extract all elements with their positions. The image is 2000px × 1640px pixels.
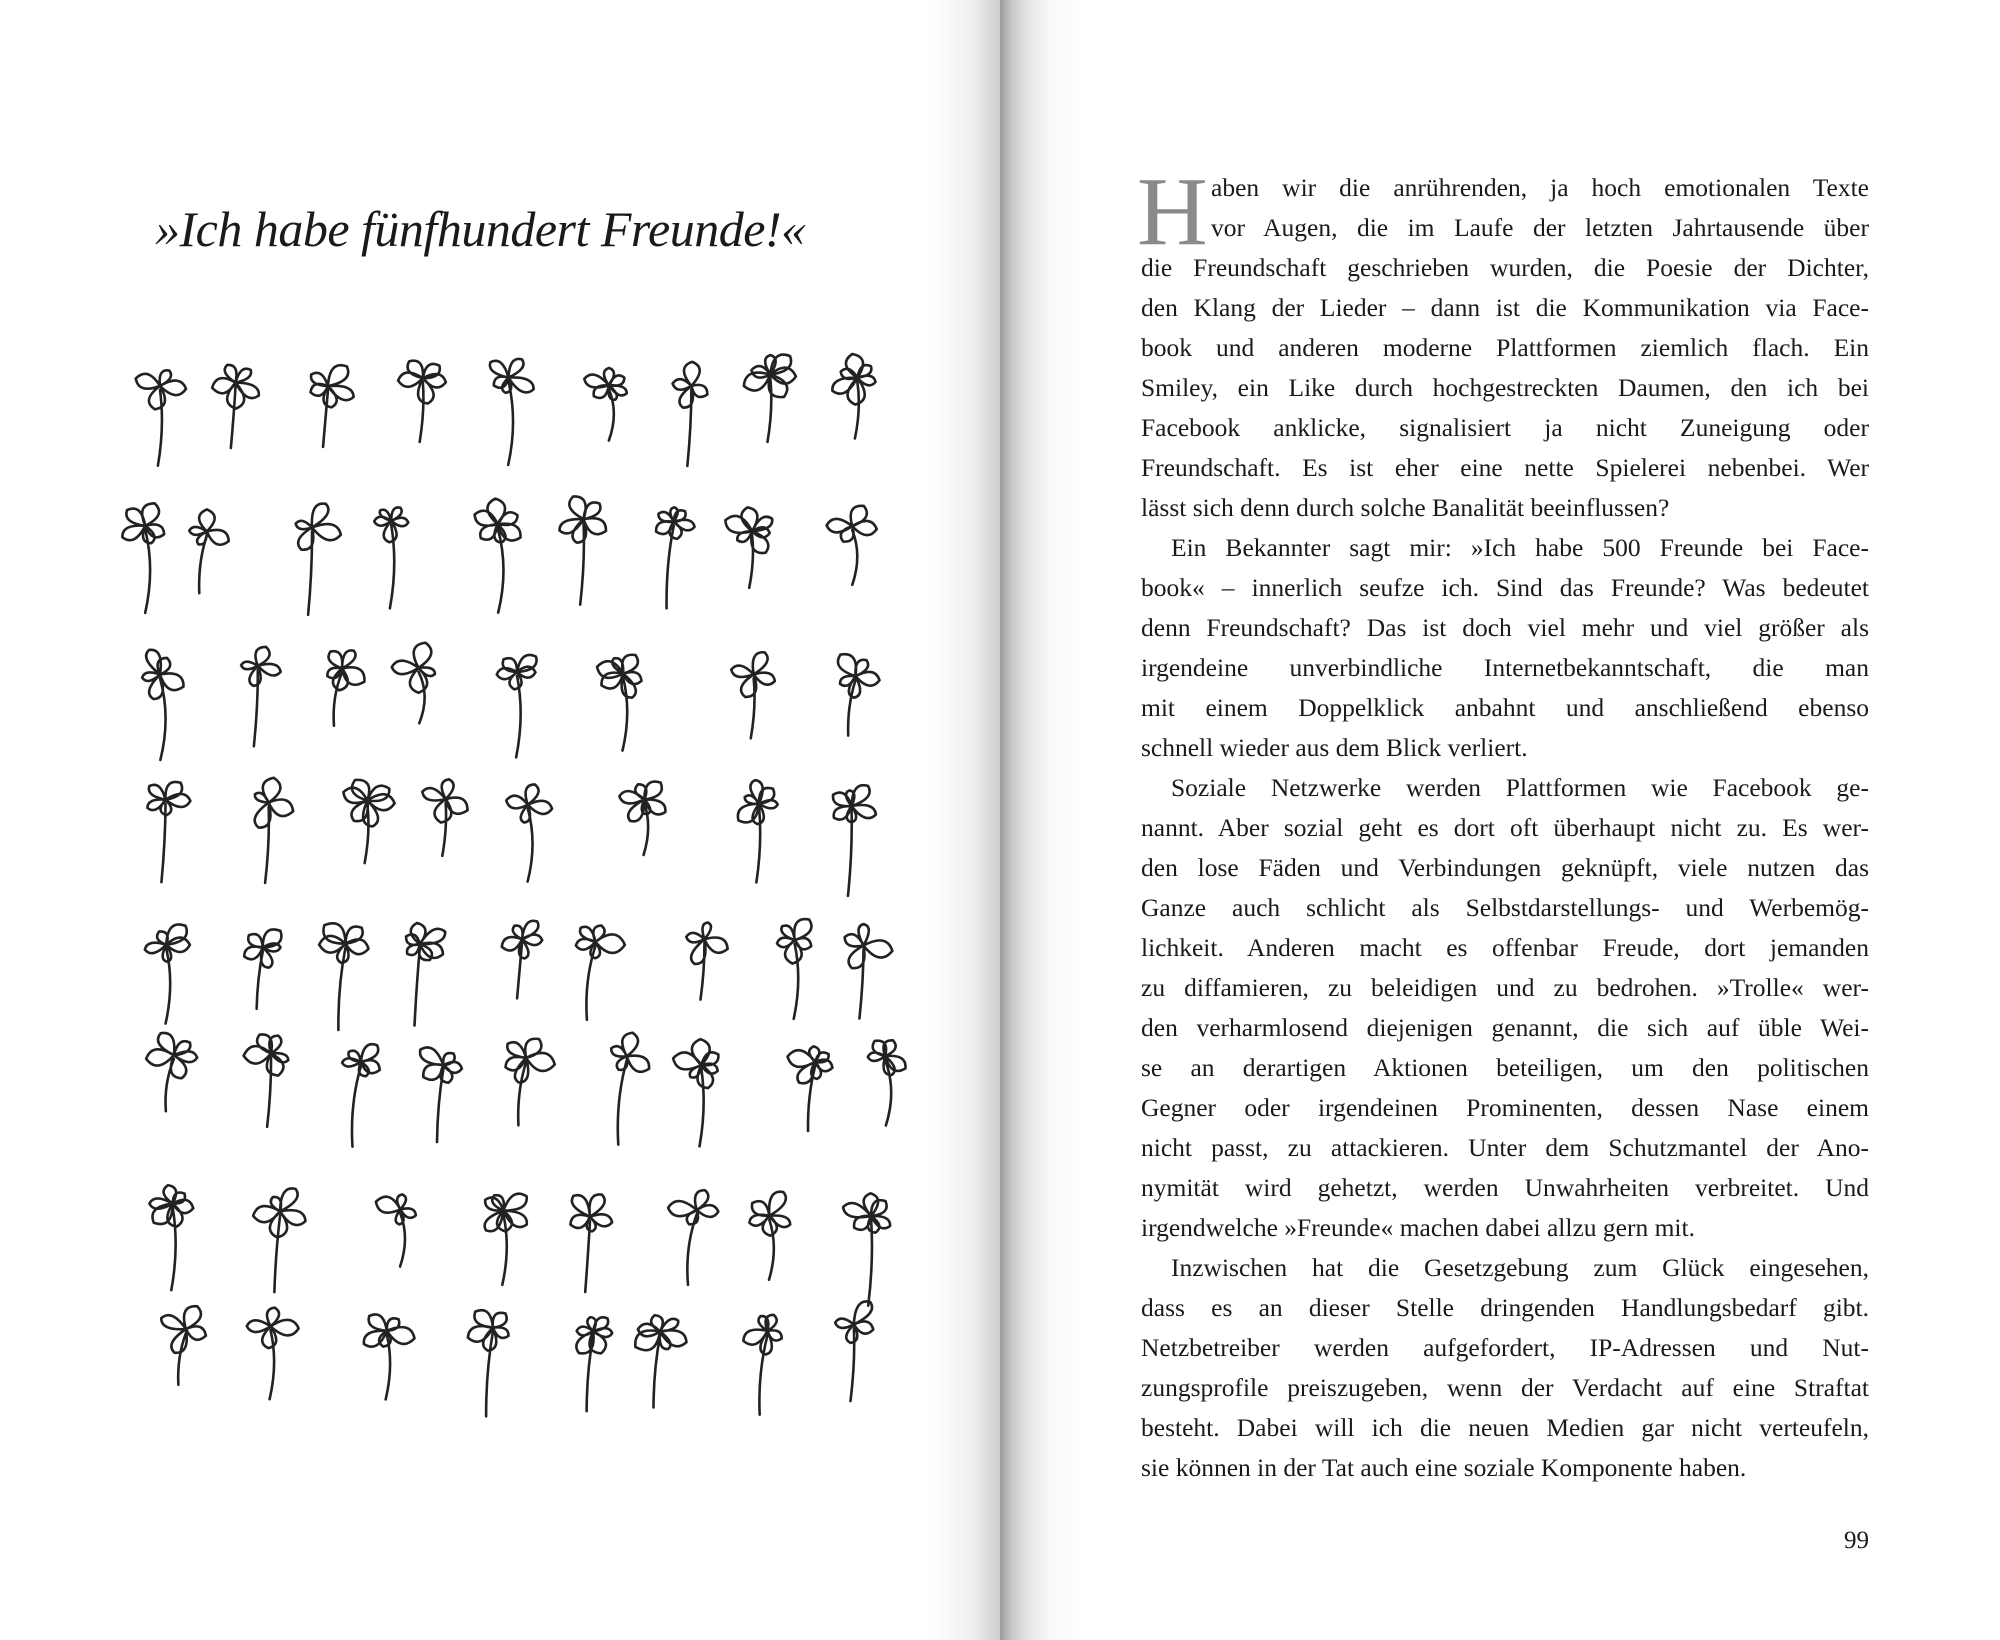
text-line: nymität wird gehetzt, werden Unwahrheiten verbreitet. Und: [1141, 1173, 1869, 1202]
text-line: sie können in der Tat auch eine soziale Komponente haben.: [1141, 1453, 1747, 1482]
flower-drawing: [468, 1310, 509, 1416]
flower-drawing: [392, 643, 435, 723]
flower-drawing: [497, 655, 537, 757]
flower-drawing: [145, 924, 190, 1023]
flower-drawing: [832, 354, 875, 439]
text-line: vor Augen, die im Laufe der letzten Jahrtausende über: [1211, 213, 1869, 242]
text-line: zu diffamieren, zu beleidigen und zu bedrohen. »Trolle« wer-: [1141, 973, 1869, 1002]
text-line: Inzwischen hat die Gesetzgebung zum Glück eingesehen,: [1171, 1253, 1869, 1282]
flower-drawing: [161, 1306, 206, 1385]
flower-drawing: [327, 650, 364, 725]
flower-drawing: [656, 507, 694, 608]
flower-drawing: [147, 782, 190, 882]
body-text: [1137, 158, 1869, 1488]
flower-drawing: [376, 1194, 416, 1266]
flower-drawing: [725, 507, 772, 587]
flower-drawing: [635, 1315, 686, 1407]
flower-drawing: [743, 1315, 781, 1415]
text-line: besteht. Dabei will ich die neuen Medien gar nicht verteufeln,: [1141, 1413, 1869, 1442]
text-line: lässt sich denn durch solche Banalität beeinflussen?: [1141, 493, 1670, 522]
flower-drawing: [611, 1033, 649, 1145]
flower-drawing: [490, 359, 534, 465]
flower-drawing: [212, 365, 259, 448]
text-line: Netzbetreiber werden aufgefordert, IP-Adressen und Nut-: [1141, 1333, 1869, 1362]
flower-drawing: [311, 365, 354, 447]
flower-drawing: [241, 647, 281, 746]
text-line: den Klang der Lieder – dann ist die Kommunikation via Face-: [1141, 293, 1869, 322]
flower-drawing: [749, 1192, 790, 1280]
flower-drawing: [122, 503, 164, 613]
text-line: den lose Fäden und Verbindungen geknüpft, viele nutzen das: [1141, 853, 1869, 882]
text-line: nannt. Aber sozial geht es dort oft überhaupt nicht zu. Es wer-: [1141, 813, 1869, 842]
flower-drawing: [244, 1034, 289, 1126]
flower-drawing: [506, 1039, 555, 1126]
flower-drawing: [668, 1190, 718, 1285]
text-line: denn Freundschaft? Das ist doch viel mehr und viel größer als: [1141, 613, 1869, 642]
flower-drawing: [570, 1194, 612, 1292]
flower-drawing: [253, 1188, 305, 1292]
flower-drawing: [584, 368, 626, 440]
text-line: zungsprofile preiszugeben, wenn der Verdacht auf eine Straftat: [1141, 1373, 1869, 1402]
flower-drawing: [398, 361, 446, 442]
flower-drawing: [744, 355, 796, 442]
text-line: irgendeine unverbindliche Internetbekanntschaft, die man: [1141, 653, 1869, 682]
flower-drawing: [244, 929, 281, 1008]
flower-drawing: [406, 923, 445, 1026]
flower-drawing: [189, 509, 228, 593]
text-line: die Freundschaft geschrieben wurden, die Poesie der Dichter,: [1141, 253, 1869, 282]
flower-drawing: [738, 780, 778, 882]
text-line: den verharmlosend diejenigen genannt, die sich auf üble Wei-: [1141, 1013, 1869, 1042]
flower-drawing: [364, 1314, 415, 1399]
text-line: schnell wieder aus dem Blick verliert.: [1141, 733, 1528, 762]
flower-drawing: [576, 1317, 612, 1411]
flower-drawing: [506, 784, 552, 881]
flower-drawing: [777, 919, 811, 1019]
text-line: Freundschaft. Es ist eher eine nette Spielerei nebenbei. Wer: [1141, 453, 1869, 482]
flower-drawing: [343, 780, 394, 863]
text-line: Smiley, ein Like durch hochgestreckten Daumen, den ich bei: [1141, 373, 1869, 402]
flower-drawing: [673, 362, 708, 466]
flower-drawing: [296, 504, 341, 615]
flower-drawing: [827, 506, 877, 585]
text-line: nicht passt, zu attackieren. Unter dem Schutzmantel der Ano-: [1141, 1133, 1869, 1162]
flower-drawing: [673, 1039, 718, 1146]
flower-drawing: [560, 496, 606, 604]
flower-drawing: [149, 1185, 193, 1290]
flower-drawing: [619, 782, 665, 855]
text-line: lichkeit. Anderen macht es offenbar Freude, dort jemanden: [1141, 933, 1869, 962]
text-line: Facebook anklicke, signalisiert ja nicht Zuneigung oder: [1141, 413, 1869, 442]
flower-drawing: [146, 1033, 197, 1111]
flower-drawing: [475, 499, 521, 613]
text-line: se an derartigen Aktionen beteiligen, um den politischen: [1141, 1053, 1869, 1082]
flower-drawing: [374, 507, 408, 608]
flower-drawing: [485, 1194, 527, 1285]
flower-drawing: [838, 654, 880, 735]
text-line: irgendwelche »Freunde« machen dabei allzu gern mit.: [1141, 1213, 1695, 1242]
flower-drawing: [868, 1040, 906, 1125]
flower-drawing: [845, 924, 893, 1018]
chapter-title: »Ich habe fünfhundert Freunde!«: [155, 201, 806, 257]
flower-drawing: [142, 650, 183, 760]
text-line: Ein Bekannter sagt mir: »Ich habe 500 Freunde bei Face-: [1171, 533, 1869, 562]
flower-drawing: [420, 1047, 462, 1142]
flower-drawing: [136, 370, 186, 465]
flower-drawing: [686, 923, 727, 1000]
flower-drawing: [342, 1044, 380, 1146]
text-line: dass es an dieser Stelle dringenden Handlungsbedarf gibt.: [1141, 1293, 1869, 1322]
flower-drawing: [788, 1046, 833, 1131]
flower-drawing: [247, 1308, 299, 1400]
flower-drawing: [502, 921, 542, 999]
drop-cap: H: [1137, 158, 1208, 266]
flower-drawing: [833, 785, 876, 896]
page-number: 99: [1844, 1527, 1869, 1554]
flower-drawing: [843, 1193, 890, 1305]
text-line: book« – innerlich seufze ich. Sind das Freunde? Was bedeutet: [1141, 573, 1869, 602]
text-line: book und anderen moderne Plattformen ziemlich flach. Ein: [1141, 333, 1869, 362]
text-line: mit einem Doppelklick anbahnt und anschließend ebenso: [1141, 693, 1869, 722]
flower-drawing: [597, 655, 641, 751]
flower-drawing: [255, 778, 293, 883]
flower-drawing: [576, 926, 625, 1020]
flower-drawing: [835, 1301, 873, 1401]
flower-drawing: [731, 652, 775, 738]
flower-drawing: [319, 923, 368, 1030]
text-line: aben wir die anrührenden, ja hoch emotionalen Texte: [1211, 173, 1869, 202]
text-line: Gegner oder irgendeinen Prominenten, dessen Nase einem: [1141, 1093, 1869, 1122]
flower-drawing: [422, 779, 467, 855]
text-line: Ganze auch schlicht als Selbstdarstellungs- und Werbemög-: [1141, 893, 1869, 922]
text-line: Soziale Netzwerke werden Plattformen wie Facebook ge-: [1171, 773, 1869, 802]
